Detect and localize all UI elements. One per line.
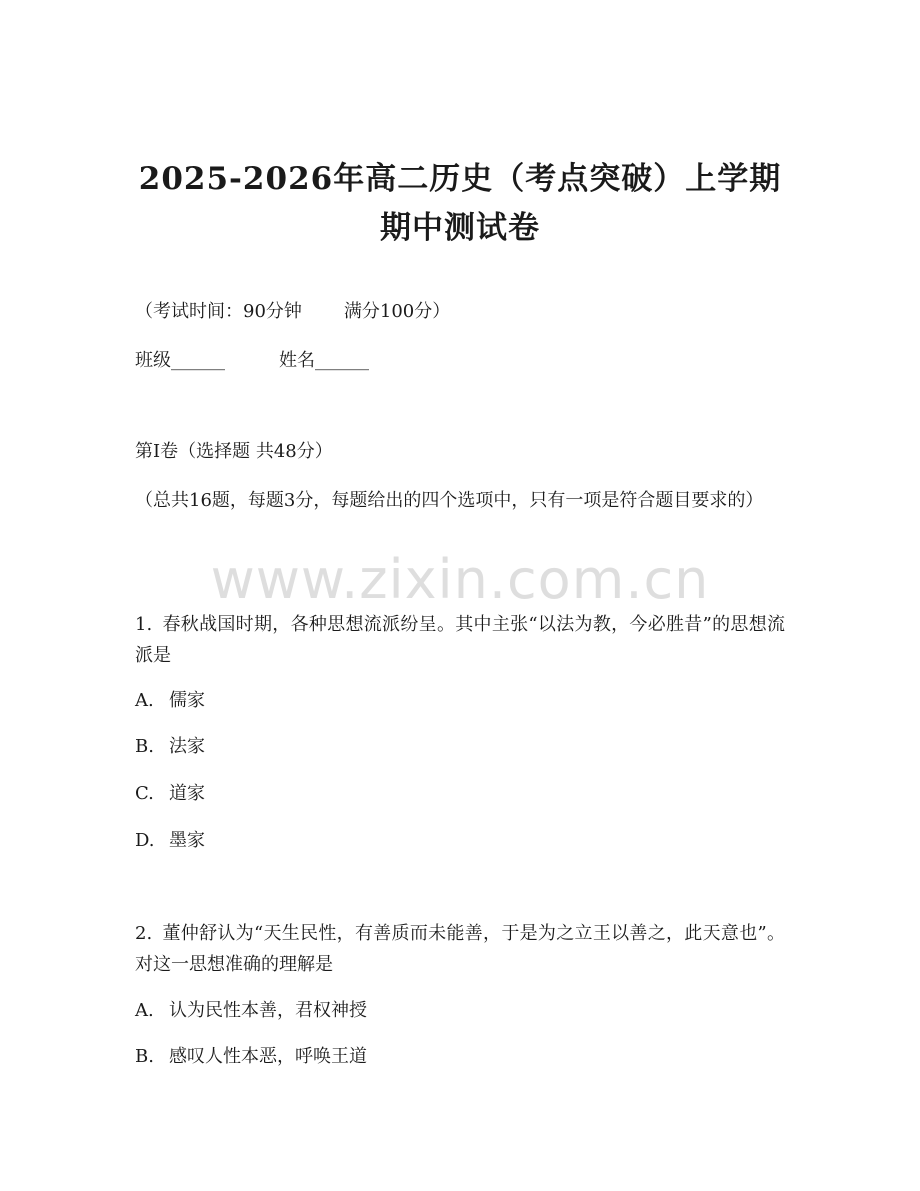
option-letter: A. [135,1000,154,1021]
question-number: 2. [135,923,153,944]
student-fields [135,345,369,377]
option-letter: C. [135,783,154,804]
option-text: 法家 [169,736,205,757]
option-a[interactable] [135,685,205,717]
question-1 [135,609,785,671]
option-a[interactable] [135,995,367,1027]
option-text: 墨家 [169,830,205,851]
question-stem: 董仲舒认为“天生民性，有善质而未能善，于是为之立王以善之，此天意也”。对这一思想准确的理解是 [135,923,785,975]
option-text: 儒家 [169,690,205,711]
exam-time: （考试时间：90分钟 [135,301,302,322]
name-field: 姓名______ [279,350,369,371]
class-field: 班级______ [135,350,225,371]
question-number: 1. [135,614,153,635]
option-d[interactable] [135,825,205,857]
question-stem: 春秋战国时期，各种思想流派纷呈。其中主张“以法为教，今必胜昔”的思想流派是 [135,614,785,666]
option-text: 认为民性本善，君权神授 [169,1000,367,1021]
full-score: 满分100分） [343,301,451,322]
option-text: 感叹人性本恶，呼唤王道 [169,1046,367,1067]
question-2 [135,918,785,980]
watermark: www.zixin.com.cn [210,548,710,611]
option-b[interactable] [135,731,205,763]
option-c[interactable] [135,778,205,810]
exam-title-continued: 期中测试卷 [380,210,540,246]
option-b[interactable] [135,1041,367,1073]
option-letter: B. [135,736,154,757]
exam-title: 2025-2026年高二历史（考点突破）上学期 [138,161,782,197]
option-text: 道家 [169,783,205,804]
exam-info [135,296,450,328]
option-letter: A. [135,690,154,711]
option-letter: D. [135,830,155,851]
section-instructions: （总共16题，每题3分，每题给出的四个选项中，只有一项是符合题目要求的） [135,490,764,511]
section-heading: 第Ⅰ卷（选择题 共48分） [135,441,333,462]
option-letter: B. [135,1046,154,1067]
